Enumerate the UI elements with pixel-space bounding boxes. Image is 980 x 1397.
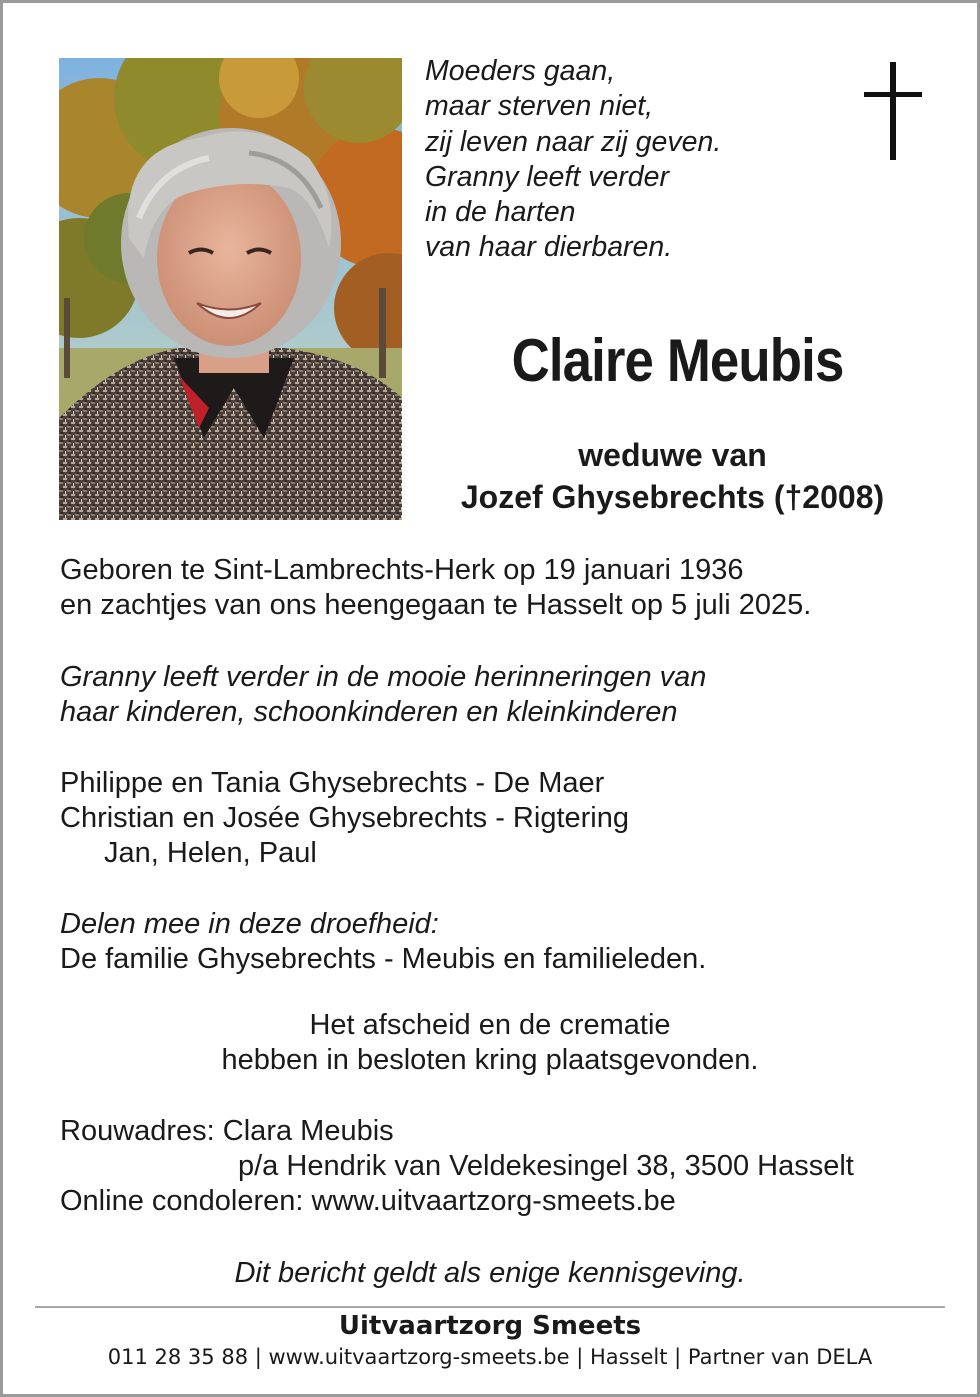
poem-line: van haar dierbaren. — [425, 231, 673, 264]
mourning-address — [60, 1114, 854, 1219]
spouse-name: Jozef Ghysebrechts (†2008) — [460, 479, 885, 515]
company-contact: 011 28 35 88 | www.uitvaartzorg-smeets.be | Hasselt | Partner van DELA — [107, 1345, 873, 1369]
sharing-text: De familie Ghysebrechts - Meubis en familieleden. — [60, 943, 707, 975]
address-line: Rouwadres: Clara Meubis — [60, 1115, 394, 1147]
ceremony-line: Het afscheid en de crematie — [309, 1009, 671, 1041]
poem-line: zij leven naar zij geven. — [425, 125, 722, 158]
poem-line: Granny leeft verder — [425, 160, 669, 193]
poem-line: Moeders gaan, — [425, 55, 616, 87]
deceased-name: Claire Meubis — [511, 327, 844, 394]
online-condolence[interactable]: Online condoleren: www.uitvaartzorg-smeets.be — [60, 1185, 676, 1217]
notice: Dit bericht geldt als enige kennisgeving. — [234, 1257, 746, 1289]
poem-line: maar sterven niet, — [425, 90, 654, 123]
widow-block — [405, 434, 940, 518]
sharing-intro: Delen mee in deze droefheid: — [60, 908, 439, 940]
portrait-photo — [59, 58, 402, 520]
poem — [425, 54, 721, 266]
family-line: Philippe en Tania Ghysebrechts - De Maer — [60, 767, 605, 799]
footer-divider — [35, 1306, 945, 1308]
death-line: en zachtjes van ons heengegaan te Hasselt op 5 juli 2025. — [60, 589, 812, 621]
family-list — [60, 766, 629, 871]
poem-line: in de harten — [425, 196, 576, 229]
remembrance — [60, 660, 706, 730]
family-line: Christian en Josée Ghysebrechts - Rigtering — [60, 802, 629, 834]
sharing — [60, 907, 706, 977]
birth-death — [60, 553, 811, 623]
address-line: p/a Hendrik van Veldekesingel 38, 3500 Hasselt — [238, 1150, 854, 1182]
company-name: Uitvaartzorg Smeets — [338, 1311, 642, 1341]
cross-icon — [864, 62, 922, 160]
birth-line: Geboren te Sint-Lambrechts-Herk op 19 januari 1936 — [60, 554, 744, 586]
ceremony-line: hebben in besloten kring plaatsgevonden. — [221, 1044, 759, 1076]
ceremony — [0, 1008, 980, 1078]
remembrance-line: haar kinderen, schoonkinderen en kleinkinderen — [60, 696, 678, 728]
remembrance-line: Granny leeft verder in de mooie herinneringen van — [60, 661, 707, 693]
widow-of-label: weduwe van — [578, 437, 767, 473]
grandchildren: Jan, Helen, Paul — [104, 837, 317, 869]
